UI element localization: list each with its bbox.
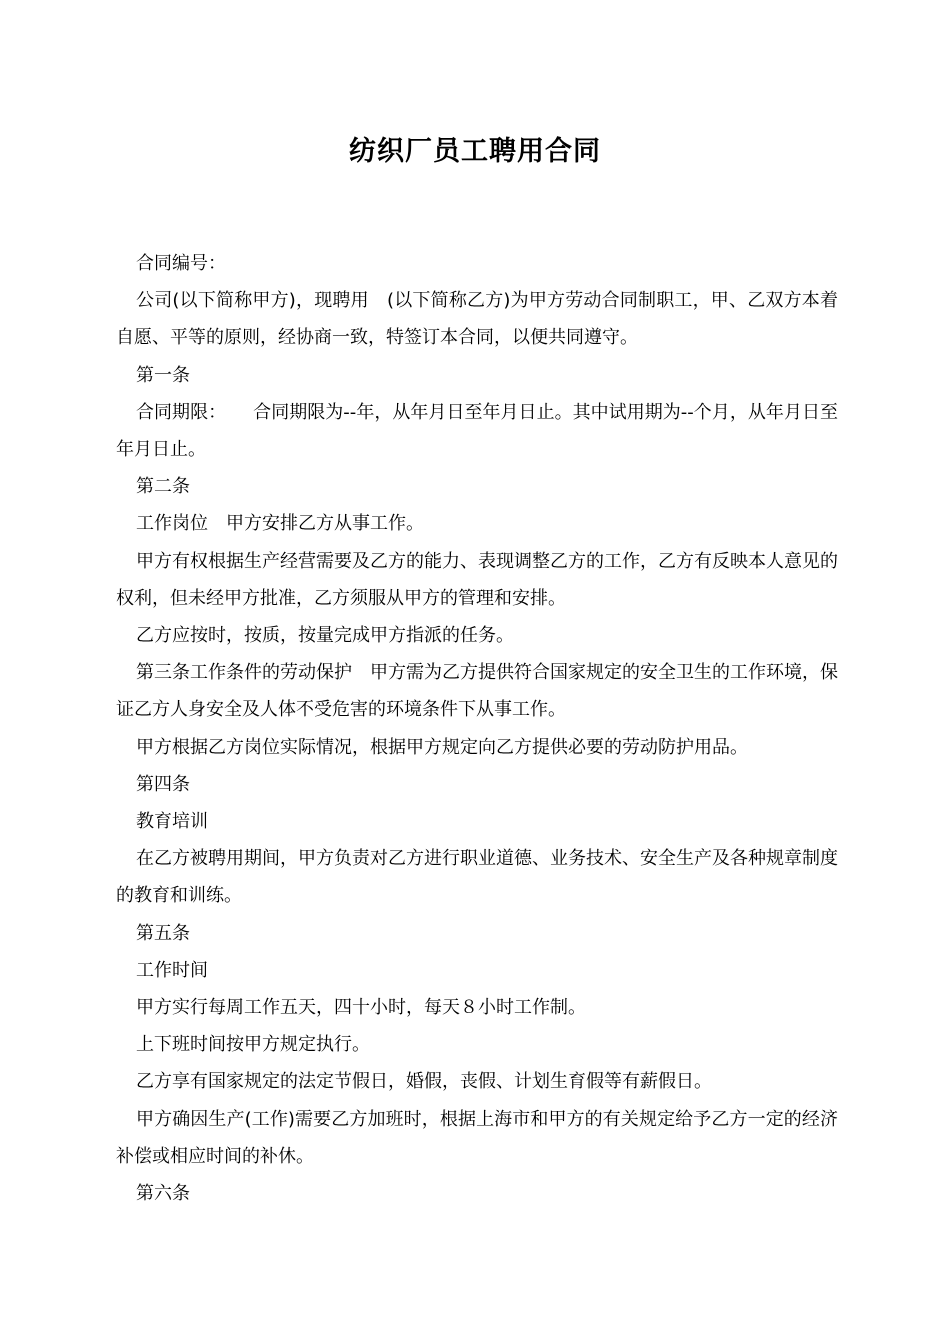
contract-term-paragraph: 合同期限： 合同期限为--年，从年月日至年月日止。其中试用期为--个月，从年月日至年月日止。 xyxy=(116,401,838,461)
article-5-heading: 第五条 xyxy=(136,922,190,944)
document-body xyxy=(116,245,838,1212)
task-completion-paragraph: 乙方应按时，按质，按量完成甲方指派的任务。 xyxy=(136,625,514,647)
working-hours-heading: 工作时间 xyxy=(136,959,208,981)
contract-number-line: 合同编号： xyxy=(136,253,226,274)
article-4-heading: 第四条 xyxy=(136,773,190,795)
job-position-paragraph: 工作岗位 甲方安排乙方从事工作。 xyxy=(136,513,424,535)
training-paragraph: 在乙方被聘用期间，甲方负责对乙方进行职业道德、业务技术、安全生产及各种规章制度的教育和训练。 xyxy=(116,848,838,907)
preamble-paragraph: 公司(以下简称甲方)，现聘用 (以下简称乙方)为甲方劳动合同制职工，甲、乙双方本着自愿、平等的原则，经协商一致，特签订本合同，以便共同遵守。 xyxy=(116,290,838,349)
document-title: 纺织厂员工聘用合同 xyxy=(349,136,601,167)
office-hours-paragraph: 上下班时间按甲方规定执行。 xyxy=(136,1034,370,1056)
job-adjustment-paragraph: 甲方有权根据生产经营需要及乙方的能力、表现调整乙方的工作，乙方有反映本人意见的权利，但未经甲方批准，乙方须服从甲方的管理和安排。 xyxy=(116,550,838,609)
work-week-paragraph: 甲方实行每周工作五天，四十小时，每天８小时工作制。 xyxy=(136,997,586,1019)
training-heading: 教育培训 xyxy=(136,811,208,833)
article-1-heading: 第一条 xyxy=(136,364,190,386)
article-3-paragraph: 第三条工作条件的劳动保护 甲方需为乙方提供符合国家规定的安全卫生的工作环境，保证乙方人身安全及人体不受危害的环境条件下从事工作。 xyxy=(116,662,838,721)
article-2-heading: 第二条 xyxy=(136,476,190,498)
overtime-paragraph: 甲方确因生产(工作)需要乙方加班时，根据上海市和甲方的有关规定给予乙方一定的经济补偿或相应时间的补休。 xyxy=(116,1108,838,1167)
protective-equipment-paragraph: 甲方根据乙方岗位实际情况，根据甲方规定向乙方提供必要的劳动防护用品。 xyxy=(136,736,748,758)
holidays-paragraph: 乙方享有国家规定的法定节假日，婚假，丧假、计划生育假等有薪假日。 xyxy=(136,1071,712,1093)
article-6-heading: 第六条 xyxy=(136,1183,190,1205)
